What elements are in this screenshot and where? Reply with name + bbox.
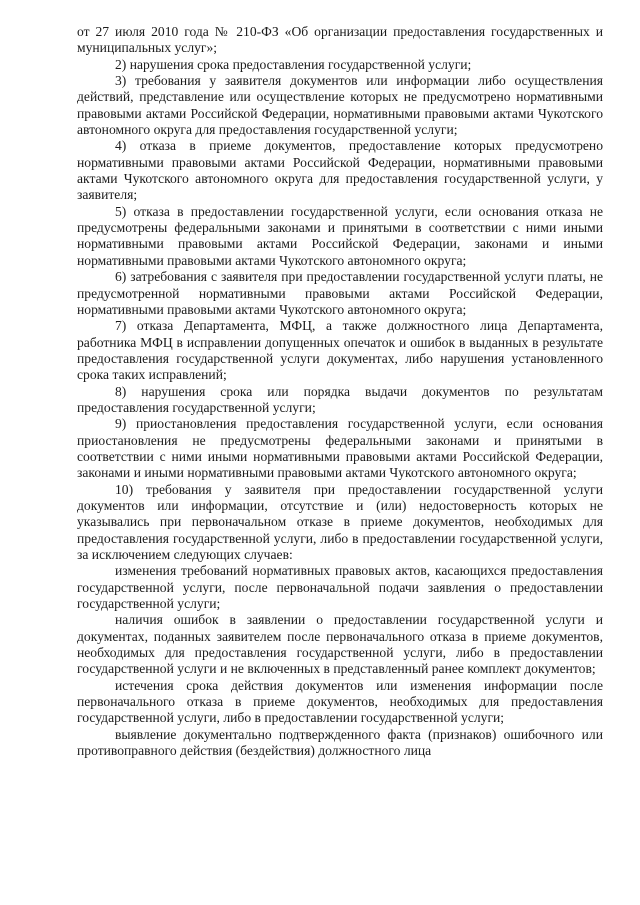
paragraph-item-2: 2) нарушения срока предоставления государственной услуги; bbox=[115, 56, 472, 72]
paragraph-item-4: 4) отказа в приеме документов, предоставление которых предусмотрено нормативными правовыми актами Российской Федерации, нормативными правовыми актами Чукотского автономного округа для предоставления государственной услуги, у заявителя; bbox=[77, 138, 603, 203]
paragraph-item-5: 5) отказа в предоставлении государственной услуги, если основания отказа не предусмотрены федеральными законами и принятыми в соответствии с ними иными нормативными правовыми актами Российской Федерации, законами и иными нормативными правовыми актами Чукотского автономного округа; bbox=[77, 203, 603, 268]
paragraph-item-7: 7) отказа Департамента, МФЦ, а также должностного лица Департамента, работника МФЦ в исправлении допущенных опечаток и ошибок в выданных в результате предоставления государственной услуги документах, либо нарушения установленного срока таких исправлений; bbox=[77, 318, 603, 383]
document-page bbox=[77, 24, 603, 759]
paragraph-law-reference: от 27 июля 2010 года № 210-ФЗ «Об организации предоставления государственных и муниципальных услуг»; bbox=[77, 24, 603, 56]
paragraph-item-3: 3) требования у заявителя документов или информации либо осуществления действий, представление или осуществление которых не предусмотрено нормативными правовыми актами Российской Федерации, нормативными правовыми актами Чукотского автономного округа для предоставления государственной услуги; bbox=[77, 73, 603, 138]
paragraph-exception-1: изменения требований нормативных правовых актов, касающихся предоставления государственной услуги, после первоначальной подачи заявления о предоставлении государственной услуги; bbox=[77, 563, 603, 612]
paragraph-item-9: 9) приостановления предоставления государственной услуги, если основания приостановления не предусмотрены федеральными законами и принятыми в соответствии с ними иными нормативными правовыми актами Российской Федерации, законами и иными нормативными правовыми актами Чукотского автономного округа; bbox=[77, 416, 603, 481]
paragraph-exception-2: наличия ошибок в заявлении о предоставлении государственной услуги и документах, поданных заявителем после первоначального отказа в приеме документов, необходимых для предоставления государственной услуги, либо в предоставлении государственной услуги и не включенных в представленный ранее комплект документов; bbox=[77, 612, 603, 677]
paragraph-item-10: 10) требования у заявителя при предоставлении государственной услуги документов или информации, отсутствие и (или) недостоверность которых не указывались при первоначальном отказе в приеме документов, необходимых для предоставления государственной услуги, либо в предоставлении государственной услуги, за исключением следующих случаев: bbox=[77, 481, 603, 562]
paragraph-item-8: 8) нарушения срока или порядка выдачи документов по результатам предоставления государственной услуги; bbox=[77, 383, 603, 415]
paragraph-exception-4: выявление документально подтвержденного факта (признаков) ошибочного или противоправного действия (бездействия) должностного лица bbox=[77, 726, 603, 759]
paragraph-exception-3: истечения срока действия документов или изменения информации после первоначального отказа в приеме документов, необходимых для предоставления государственной услуги, либо в предоставлении государственной услуги; bbox=[77, 677, 603, 726]
paragraph-item-6: 6) затребования с заявителя при предоставлении государственной услуги платы, не предусмотренной нормативными правовыми актами Российской Федерации, нормативными правовыми актами Чукотского автономного округа; bbox=[77, 269, 603, 317]
